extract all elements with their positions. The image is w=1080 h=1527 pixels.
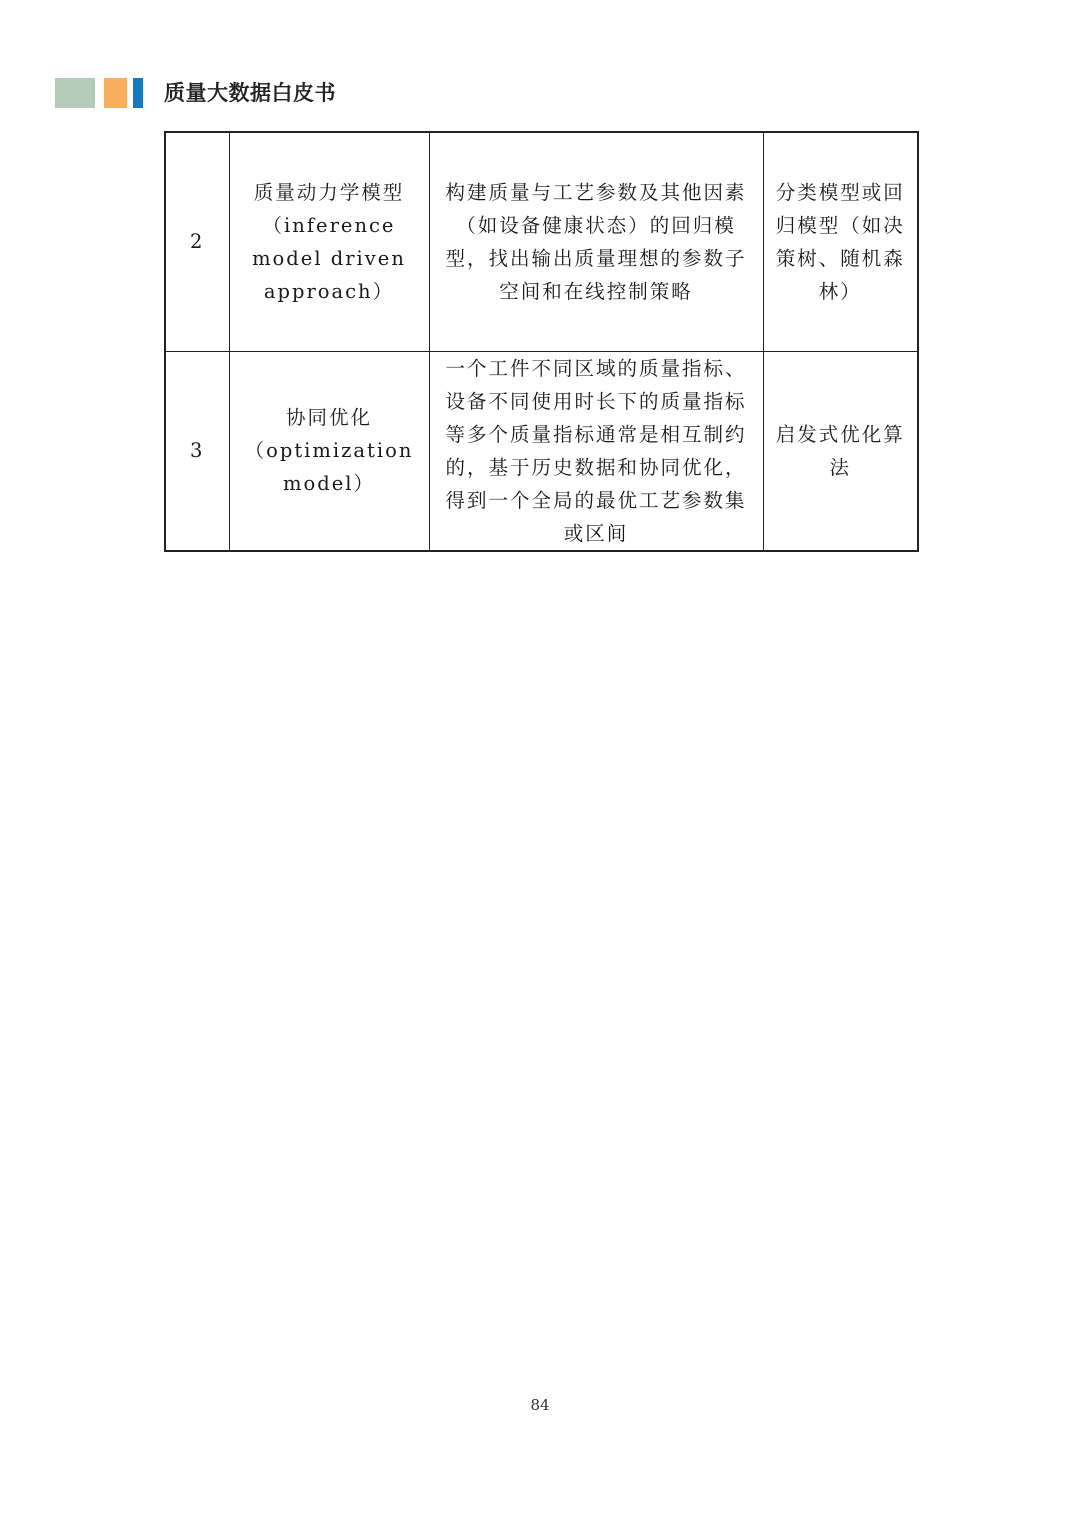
method-cell [763,132,918,351]
row-number-cell [165,351,229,551]
description-line: 设备不同使用时长下的质量指标 [445,389,747,413]
model-table [164,131,919,552]
description-line: 的，基于历史数据和协同优化， [445,455,747,479]
description-line: （如设备健康状态）的回归模 [456,213,736,237]
model-name-line: model） [283,472,375,495]
page-header [55,78,336,108]
description-cell [429,351,763,551]
method-line: 归模型（如决 [775,213,905,237]
description-line: 或区间 [563,521,629,545]
description-line: 构建质量与工艺参数及其他因素 [445,180,747,204]
method-line: 法 [829,455,851,479]
description-cell [429,132,763,351]
description-line: 型，找出输出质量理想的参数子 [445,246,747,270]
model-name-line: （optimization [244,439,414,462]
row-number: 3 [190,439,205,462]
method-line: 启发式优化算 [775,422,905,446]
page-number: 84 [530,1396,550,1414]
model-name-cell [229,132,429,351]
header-blue-block [133,78,143,108]
row-number-cell [165,132,229,351]
header-title: 质量大数据白皮书 [164,81,336,105]
model-name-cell [229,351,429,551]
model-name-line: model driven [252,246,406,270]
description-line: 一个工件不同区域的质量指标、 [445,356,747,380]
method-line: 分类模型或回 [775,180,905,204]
description-line: 空间和在线控制策略 [499,279,693,303]
method-line: 林） [818,279,862,303]
row-number: 2 [190,230,205,254]
table-row [165,132,918,351]
method-cell [763,351,918,551]
header-orange-block [104,78,127,108]
method-line: 策树、随机森 [775,246,905,270]
table-row [165,351,918,551]
description-line: 等多个质量指标通常是相互制约 [445,422,747,446]
model-name-line: 协同优化 [285,406,372,429]
model-name-line: 质量动力学模型 [253,180,405,204]
model-name-line: approach） [263,279,395,303]
description-line: 得到一个全局的最优工艺参数集 [445,488,747,512]
header-green-block [55,78,95,108]
model-name-line: （inference [262,213,396,237]
